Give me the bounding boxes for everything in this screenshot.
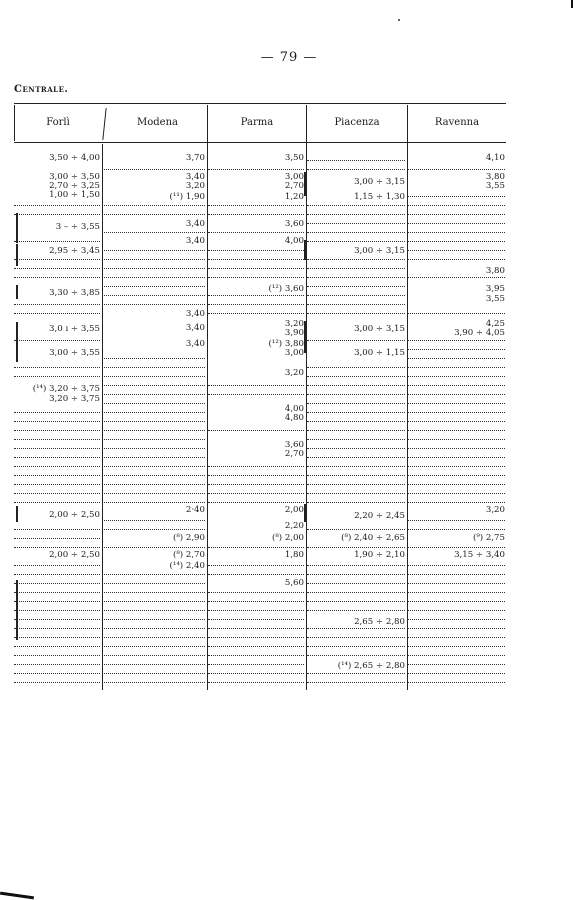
dotted-leader (208, 637, 304, 638)
dotted-leader (14, 313, 100, 314)
dotted-leader (104, 430, 205, 431)
dotted-leader (208, 394, 304, 395)
dotted-leader (408, 259, 505, 260)
dotted-leader (14, 529, 100, 530)
dotted-leader (408, 547, 505, 548)
dotted-leader (104, 232, 205, 233)
dotted-leader (208, 430, 304, 431)
dotted-leader (408, 340, 505, 341)
dotted-leader (408, 610, 505, 611)
table-cell: 1,15 ÷ 1,30 (354, 192, 405, 202)
dotted-leader (408, 493, 505, 494)
dotted-leader (307, 475, 405, 476)
dotted-leader (14, 448, 100, 449)
dotted-leader (408, 439, 505, 440)
dotted-leader (14, 547, 100, 548)
page-number: — 79 — (260, 50, 318, 65)
dotted-leader (408, 682, 505, 683)
dotted-leader (14, 655, 100, 656)
table-cell: (¹²) 3,80 (268, 339, 304, 349)
dotted-leader (104, 610, 205, 611)
dotted-leader (307, 565, 405, 566)
dotted-leader (208, 313, 304, 314)
dotted-leader (408, 484, 505, 485)
dotted-leader (307, 295, 405, 296)
dotted-leader (104, 412, 205, 413)
table-cell: (⁹) 2,75 (472, 533, 505, 543)
dotted-leader (307, 160, 405, 161)
table-cell: 3,40 (185, 172, 205, 182)
table-cell: 3,30 ÷ 3,85 (49, 288, 100, 298)
table-cell: 3,00 (284, 348, 304, 358)
dotted-leader (208, 502, 304, 503)
table-cell: 2,20 (284, 521, 304, 531)
dotted-leader (408, 196, 505, 197)
dotted-leader (408, 376, 505, 377)
table-cell: 2,70 (284, 449, 304, 459)
column-divider (102, 144, 103, 690)
table-cell: (⁸) 2,70 (172, 550, 205, 560)
dotted-leader (104, 169, 205, 170)
table-cell: 3,00 ÷ 3,50 (49, 172, 100, 182)
table-cell: 3,70 (185, 153, 205, 163)
dotted-leader (208, 385, 304, 386)
dotted-leader (307, 313, 405, 314)
dotted-leader (408, 421, 505, 422)
table-cell: 3,60 (284, 219, 304, 229)
dotted-leader (104, 583, 205, 584)
table-cell: 3,00 ÷ 3,15 (354, 246, 405, 256)
table-cell: (⁸) 2,40 ÷ 2,65 (341, 533, 405, 543)
dotted-leader (208, 628, 304, 629)
table-cell: 3,90 ÷ 4,05 (454, 328, 505, 338)
dotted-leader (408, 457, 505, 458)
dotted-leader (104, 250, 205, 251)
dotted-leader (104, 439, 205, 440)
dotted-leader (307, 394, 405, 395)
table-cell: 4,00 (284, 236, 304, 246)
dotted-leader (208, 205, 304, 206)
dotted-leader (14, 682, 100, 683)
table-cell: 3,0 ı ÷ 3,55 (49, 324, 100, 334)
dotted-leader (208, 295, 304, 296)
brace-mark (304, 172, 306, 196)
dotted-leader (208, 277, 304, 278)
dotted-leader (208, 547, 304, 548)
dotted-leader (307, 610, 405, 611)
dotted-leader (408, 574, 505, 575)
dotted-leader (408, 205, 505, 206)
dotted-leader (408, 241, 505, 242)
dotted-leader (104, 520, 205, 521)
dotted-leader (307, 457, 405, 458)
table-cell: 1,20 (284, 192, 304, 202)
dotted-leader (208, 646, 304, 647)
dotted-leader (14, 214, 100, 215)
brace-mark (16, 213, 18, 243)
dotted-leader (307, 277, 405, 278)
table-cell: 3,00 ÷ 3,15 (354, 177, 405, 187)
table-cell: 2,65 ÷ 2,80 (354, 617, 405, 627)
dotted-leader (408, 232, 505, 233)
dotted-leader (408, 358, 505, 359)
table-cell: (¹⁴) 2,40 (169, 561, 205, 571)
column-header-ravenna: Ravenna (434, 117, 480, 128)
dotted-leader (104, 529, 205, 530)
dotted-leader (104, 502, 205, 503)
dotted-leader (408, 349, 505, 350)
dotted-leader (408, 583, 505, 584)
table-cell: 3,40 (185, 323, 205, 333)
dotted-leader (408, 520, 505, 521)
dotted-leader (307, 376, 405, 377)
dotted-leader (307, 583, 405, 584)
dotted-leader (208, 250, 304, 251)
dotted-leader (408, 466, 505, 467)
brace-mark (16, 285, 18, 299)
dotted-leader (307, 448, 405, 449)
dotted-leader (208, 619, 304, 620)
table-cell: (⁸) 2,90 (172, 533, 205, 543)
dotted-leader (208, 466, 304, 467)
dotted-leader (14, 502, 100, 503)
dotted-leader (208, 214, 304, 215)
dotted-leader (408, 646, 505, 647)
dotted-leader (14, 601, 100, 602)
dotted-leader (104, 259, 205, 260)
table-cell: 3,80 (485, 172, 505, 182)
table-cell: 3,15 ÷ 3,40 (454, 550, 505, 560)
dotted-leader (104, 646, 205, 647)
dotted-leader (307, 205, 405, 206)
dotted-leader (104, 277, 205, 278)
dotted-leader (104, 664, 205, 665)
dotted-leader (307, 367, 405, 368)
dotted-leader (104, 421, 205, 422)
dotted-leader (14, 475, 100, 476)
table-cell: 5,60 (284, 578, 304, 588)
dotted-leader (208, 169, 304, 170)
dotted-leader (104, 214, 205, 215)
dotted-leader (307, 673, 405, 674)
dotted-leader (408, 475, 505, 476)
table-cell: 3,50 ÷ 4,00 (49, 153, 100, 163)
dotted-leader (307, 547, 405, 548)
dotted-leader (104, 574, 205, 575)
dotted-leader (208, 601, 304, 602)
dotted-leader (408, 619, 505, 620)
brace-mark (304, 321, 306, 353)
column-header-modena: Modena (137, 117, 178, 128)
dotted-leader (307, 628, 405, 629)
dotted-leader (408, 385, 505, 386)
dotted-leader (14, 304, 100, 305)
dotted-leader (208, 664, 304, 665)
table-cell: (¹²) 3,60 (268, 284, 304, 294)
dotted-leader (408, 313, 505, 314)
dotted-leader (307, 466, 405, 467)
brace-mark (16, 506, 18, 522)
table-cell: 3,40 (185, 219, 205, 229)
table-cell: 3,20 (284, 319, 304, 329)
dotted-leader (307, 214, 405, 215)
dotted-leader (408, 430, 505, 431)
dotted-leader (14, 583, 100, 584)
column-header-forli: Forlì (46, 117, 70, 128)
dotted-leader (408, 412, 505, 413)
table-cell: 3 – ÷ 3,55 (55, 222, 100, 232)
dotted-leader (104, 394, 205, 395)
dotted-leader (104, 376, 205, 377)
dotted-leader (307, 403, 405, 404)
dotted-leader (104, 205, 205, 206)
dotted-leader (104, 637, 205, 638)
table-cell: 3,00 ÷ 1,15 (354, 348, 405, 358)
dotted-leader (14, 673, 100, 674)
dotted-leader (408, 565, 505, 566)
dotted-leader (14, 367, 100, 368)
dotted-leader (208, 655, 304, 656)
dotted-leader (14, 646, 100, 647)
dotted-leader (408, 637, 505, 638)
table-cell: 1,80 (284, 550, 304, 560)
dotted-leader (208, 610, 304, 611)
dotted-leader (408, 448, 505, 449)
table-cell: 2·40 (185, 505, 205, 515)
dotted-leader (104, 655, 205, 656)
dotted-leader (14, 565, 100, 566)
dotted-leader (14, 430, 100, 431)
dotted-leader (14, 241, 100, 242)
dotted-leader (104, 628, 205, 629)
column-header-piacenza: Piacenza (334, 117, 380, 128)
dotted-leader (307, 421, 405, 422)
dotted-leader (408, 502, 505, 503)
dotted-leader (307, 169, 405, 170)
column-divider (207, 105, 208, 690)
table-cell: 3,80 (485, 266, 505, 276)
dotted-leader (208, 259, 304, 260)
dotted-leader (408, 250, 505, 251)
dotted-leader (14, 484, 100, 485)
dotted-leader (104, 448, 205, 449)
table-cell: (¹⁴) 2,65 ÷ 2,80 (337, 661, 405, 671)
dotted-leader (14, 277, 100, 278)
dotted-leader (208, 493, 304, 494)
dotted-leader (307, 655, 405, 656)
brace-mark (16, 580, 18, 640)
dotted-leader (307, 286, 405, 287)
table-cell: 4,80 (284, 413, 304, 423)
table-cell: 3,00 (284, 172, 304, 182)
table-cell: 3,55 (485, 181, 505, 191)
dotted-leader (104, 547, 205, 548)
dotted-leader (104, 484, 205, 485)
dotted-leader (14, 619, 100, 620)
table-cell: 4,10 (485, 153, 505, 163)
dotted-leader (104, 286, 205, 287)
table-cell: (¹¹) 1,90 (169, 192, 205, 202)
dotted-leader (14, 457, 100, 458)
dotted-leader (104, 493, 205, 494)
dotted-leader (208, 673, 304, 674)
dotted-leader (408, 403, 505, 404)
section-label: Centrale. (14, 84, 69, 95)
dotted-leader (104, 304, 205, 305)
table-cell: 2,00 ÷ 2,50 (49, 510, 100, 520)
dotted-leader (14, 259, 100, 260)
table-cell: 3,20 ÷ 3,75 (49, 394, 100, 404)
dotted-leader (307, 412, 405, 413)
table-cell: 3,20 (284, 368, 304, 378)
dotted-leader (14, 421, 100, 422)
dotted-leader (408, 367, 505, 368)
dotted-leader (307, 493, 405, 494)
dotted-leader (307, 385, 405, 386)
dotted-leader (104, 601, 205, 602)
dotted-leader (307, 502, 405, 503)
dotted-leader (408, 214, 505, 215)
dotted-leader (104, 403, 205, 404)
dotted-leader (104, 358, 205, 359)
table-cell: 1,90 ÷ 2,10 (354, 550, 405, 560)
dotted-leader (408, 529, 505, 530)
dotted-leader (307, 682, 405, 683)
table-cell: 1,00 ÷ 1,50 (49, 190, 100, 200)
dotted-leader (408, 655, 505, 656)
dotted-leader (104, 268, 205, 269)
table-cell: 4,25 (485, 319, 505, 329)
dotted-leader (307, 241, 405, 242)
dotted-leader (14, 268, 100, 269)
dotted-leader (307, 259, 405, 260)
table-cell: 2,20 ÷ 2,45 (354, 511, 405, 521)
dotted-leader (408, 628, 505, 629)
dotted-leader (307, 268, 405, 269)
dotted-leader (208, 565, 304, 566)
dotted-leader (104, 295, 205, 296)
table-cell: 2,70 ÷ 3,25 (49, 181, 100, 191)
dotted-leader (104, 673, 205, 674)
brace-mark (16, 244, 18, 266)
dotted-leader (408, 277, 505, 278)
brace-mark (304, 504, 306, 522)
dotted-leader (14, 574, 100, 575)
dotted-leader (104, 466, 205, 467)
table-cell: 2,00 (284, 505, 304, 515)
dotted-leader (408, 601, 505, 602)
table-cell: 4,00 (284, 404, 304, 414)
table-cell: 3,55 (485, 294, 505, 304)
dotted-leader (208, 475, 304, 476)
dotted-leader (307, 601, 405, 602)
dotted-leader (307, 592, 405, 593)
dotted-leader (408, 592, 505, 593)
table-cell: 2,70 (284, 181, 304, 191)
dotted-leader (208, 682, 304, 683)
table-cell: 3,40 (185, 339, 205, 349)
dotted-leader (208, 268, 304, 269)
brace-mark (304, 240, 306, 260)
dotted-leader (307, 340, 405, 341)
table-cell: 3,60 (284, 440, 304, 450)
table-cell: 3,90 (284, 328, 304, 338)
dotted-leader (307, 430, 405, 431)
dotted-leader (307, 484, 405, 485)
dotted-leader (307, 439, 405, 440)
dotted-leader (208, 304, 304, 305)
dotted-leader (208, 232, 304, 233)
dotted-leader (208, 574, 304, 575)
dotted-leader (307, 232, 405, 233)
table-cell: (¹⁴) 3,20 ÷ 3,75 (32, 384, 100, 394)
table-cell: 3,20 (485, 505, 505, 515)
column-divider (306, 105, 307, 690)
dotted-leader (307, 637, 405, 638)
dotted-leader (14, 205, 100, 206)
table-cell: 3,95 (485, 284, 505, 294)
table-cell: 2,95 ÷ 3,45 (49, 246, 100, 256)
table-cell: 3,50 (284, 153, 304, 163)
table-cell: 3,40 (185, 236, 205, 246)
dotted-leader (208, 592, 304, 593)
dotted-leader (104, 457, 205, 458)
dotted-leader (104, 682, 205, 683)
dotted-leader (208, 484, 304, 485)
dotted-leader (408, 223, 505, 224)
table-cell: (⁸) 2,00 (271, 533, 304, 543)
dotted-leader (104, 475, 205, 476)
table-cell: 3,00 ÷ 3,15 (354, 324, 405, 334)
dotted-leader (14, 376, 100, 377)
dotted-leader (307, 529, 405, 530)
dotted-leader (104, 592, 205, 593)
table-cell: 3,20 (185, 181, 205, 191)
dotted-leader (14, 610, 100, 611)
dotted-leader (307, 223, 405, 224)
dotted-leader (14, 439, 100, 440)
dotted-leader (307, 646, 405, 647)
column-divider-header (102, 108, 107, 140)
dotted-leader (307, 574, 405, 575)
dotted-leader (14, 628, 100, 629)
dotted-leader (408, 664, 505, 665)
dotted-leader (14, 412, 100, 413)
dotted-leader (104, 367, 205, 368)
dotted-leader (14, 493, 100, 494)
column-divider (407, 105, 408, 690)
table-cell: 2,00 ÷ 2,50 (49, 550, 100, 560)
dotted-leader (14, 637, 100, 638)
header-bottom-rule (14, 142, 506, 143)
dotted-leader (14, 340, 100, 341)
brace-mark (16, 322, 18, 362)
dotted-leader (14, 664, 100, 665)
dotted-leader (14, 592, 100, 593)
dotted-leader (408, 169, 505, 170)
table-cell: 3,00 ÷ 3,55 (49, 348, 100, 358)
dotted-leader (104, 385, 205, 386)
dotted-leader (14, 538, 100, 539)
dotted-leader (307, 304, 405, 305)
dotted-leader (104, 619, 205, 620)
table-cell: 3,40 (185, 309, 205, 319)
column-header-parma: Parma (240, 117, 274, 128)
dotted-leader (14, 466, 100, 467)
dotted-leader (408, 394, 505, 395)
dotted-leader (408, 673, 505, 674)
